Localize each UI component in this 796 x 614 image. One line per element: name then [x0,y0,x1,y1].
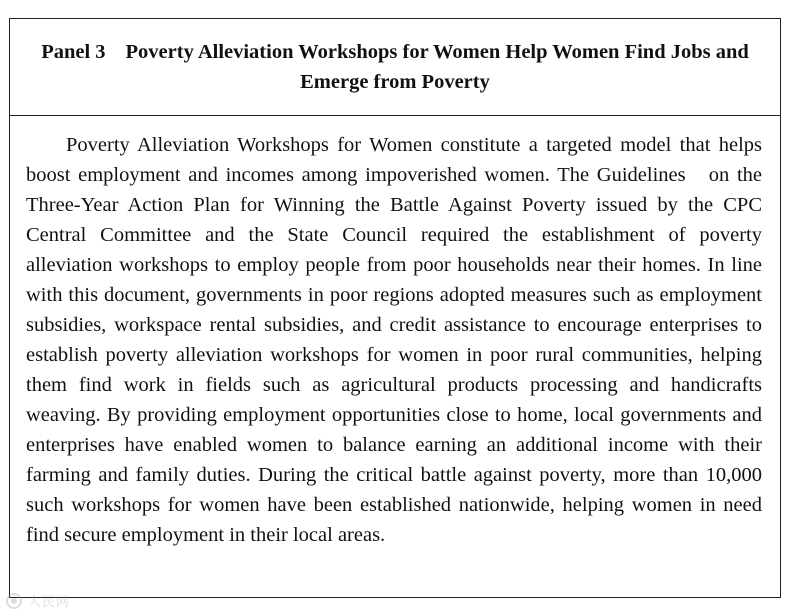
panel-body [10,116,780,550]
panel-header [10,19,780,116]
panel-title [34,37,756,97]
info-panel [9,18,781,598]
panel-body-text: Poverty Alleviation Workshops for Women constitute a targeted model that helps boost employment and incomes among impoverished women. The Guidelines on the Three-Year Action Plan for Winning the Battle Against Poverty issued by the CPC Central Committee and the State Council required the establishment of poverty alleviation workshops to employ people from poor households near their homes. In line with this document, governments in poor regions adopted measures such as employment subsidies, workspace rental subsidies, and credit assistance to encourage enterprises to establish poverty alleviation workshops for women in poor rural communities, helping them find work in fields such as agricultural products processing and handicrafts weaving. By providing employment opportunities close to home, local governments and enterprises have enabled women to balance earning an additional income with their farming and family duties. During the critical battle against poverty, more than 10,000 such workshops for women have been established nationwide, helping women in need find secure employment in their local areas. [26,134,762,546]
panel-title-text: Poverty Alleviation Workshops for Women Help Women Find Jobs and Emerge from Poverty [125,41,749,93]
watermark-text: 人民网 [28,595,71,610]
panel-number: Panel 3 [41,41,106,63]
